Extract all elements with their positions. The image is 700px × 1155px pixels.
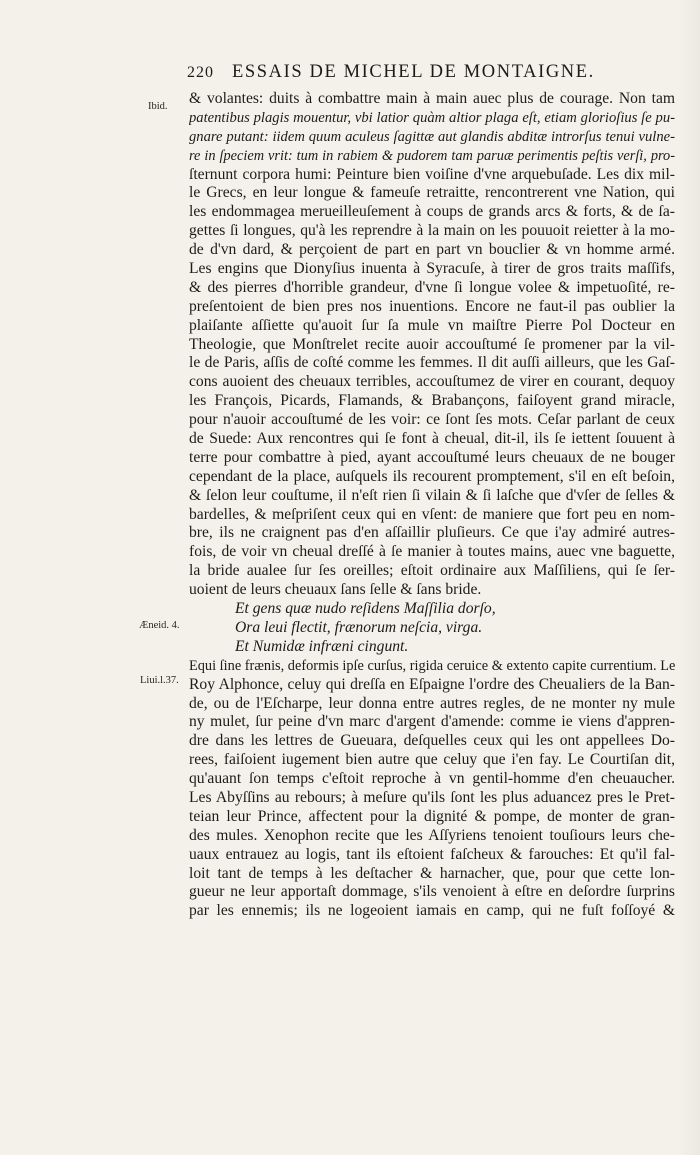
text-line: cependant de la place, auſquels ils recourent promptement, s'il en eſt beſoin, (189, 467, 675, 485)
text-line: pour n'auoir accouſtumé de les voir: ce ſont ſes mots. Ceſar parlant de ceux (189, 411, 675, 429)
text-line: teian leur Prince, affectent pour la dignité & pompe, de monter de gran- (189, 807, 675, 825)
text-line: terre pour combattre à pied, ayant accouſtumé leurs cheuaux de ne bouger (189, 448, 675, 466)
text-line: les François, Picards, Flamands, & Brabançons, faiſoyent grand miracle, (189, 392, 675, 410)
paragraph-horses-missiles (189, 90, 675, 600)
text-line: de d'vn dard, & perçoient de part en part vn bouclier & vn homme armé. (189, 241, 675, 259)
text-line: uaux entrauez au logis, tant ils eſtoient faſcheux & farouches: Et qu'il fal- (189, 845, 675, 863)
page-gutter-shadow (678, 0, 700, 1155)
text-line: & des pierres d'horrible grandeur, d'vne ſi longue volee & impetuoſité, re- (189, 278, 675, 296)
text-line: qu'auant ſon temps c'eſtoit reproche à vn gentil-homme d'en cheuaucher. (189, 770, 675, 788)
text-line: fois, de voir vn cheual dreſſé à ſe manier à toutes mains, auec vne baguette, (189, 543, 675, 561)
text-line: Les engins que Dionyſius inuenta à Syracuſe, à tirer de gros traits maſſifs, (189, 260, 675, 278)
text-line: Theologie, que Monſtrelet recite auoir accouſtumé ſe promener par la vil- (189, 335, 675, 353)
text-line: & ſelon leur couſtume, il n'eſt rien ſi vilain & ſi laſche que d'vſer de ſelles & (189, 486, 675, 504)
text-line: de, ou de l'Eſcharpe, leur donna entre autres regles, de ne monter ny mule (189, 694, 675, 712)
text-line: des mules. Xenophon recite que les Aſſyriens tenoient touſiours leurs che- (189, 826, 675, 844)
text-line: Roy Alphonce, celuy qui dreſſa en Eſpaigne l'ordre des Cheualiers de la Ban- (189, 675, 675, 693)
body-text (189, 90, 675, 921)
text-line: rees, faiſoient iugement bien autre que celuy que i'en fay. Le Courtiſan dit, (189, 751, 675, 769)
text-line: gueur ne leur apportaſt dommage, s'ils venoient à eſtre en deſordre ſurprins (189, 883, 675, 901)
text-line: bre, ils ne craignent pas d'en aſſaillir pluſieurs. Ce que i'ay admiré autres- (189, 524, 675, 542)
text-line: dre dans les lettres de Gueuara, deſquelles ceux qui les ont appellees Do- (189, 732, 675, 750)
text-line: re in ſpeciem vrit: tum in rabiem & pudorem tam paruæ perimentis peſtis verſi, pro- (189, 147, 675, 164)
verse-quotation (189, 600, 675, 657)
margin-note-ibid: Ibid. (148, 101, 168, 112)
margin-note-livy: Liui.l.37. (140, 675, 179, 686)
text-line: la bride aualee ſur ſes oreilles; eſtoit ordinaire aux Maſſiliens, qui ſe ſer- (189, 562, 675, 580)
text-line: patentibus plagis mouentur, vbi latior quàm altior plaga eſt, etiam glorioſius ſe pu- (189, 109, 675, 126)
text-line: les endommagea merueilleuſement à coups de grands arcs & forts, & de ſa- (189, 203, 675, 221)
verse-line: Et gens quæ nudo reſidens Maſſilia dorſo, (235, 600, 496, 618)
text-line: le Grecs, en leur longue & fameuſe retraitte, rencontrerent vne Nation, qui (189, 184, 675, 202)
text-line: par les ennemis; ils ne logeoient iamais en camp, qui ne fuſt foſſoyé & (189, 902, 675, 920)
text-line: de Suede: Aux rencontres qui ſe font à cheual, dit-il, ils ſe iettent ſouuent à (189, 430, 675, 448)
page-header (187, 62, 632, 83)
text-line: gnare putant: iidem quum aculeus ſagittæ aut glandis abditæ introrſus tenui vulne- (189, 128, 675, 145)
text-line: preſentoient de bien pres nos inuentions. Encore ne faut-il pas oublier la (189, 297, 675, 315)
text-line: bardelles, & meſpriſent ceux qui en vſent: de maniere que fort peu en nom- (189, 505, 675, 523)
page-number: 220 (187, 64, 214, 81)
text-line: plaiſante aſſiette qu'auoit ſur ſa mule vn maiſtre Pierre Pol Docteur en (189, 316, 675, 334)
text-line: gettes ſi longues, qu'à les reprendre à la main on les pouuoit reietter à la mo- (189, 222, 675, 240)
text-line: & volantes: duits à combattre main à main auec plus de courage. Non tam (189, 90, 675, 107)
text-line: Les Abyſſins au rebours; à meſure qu'ils ſont les plus aduancez pres le Pret- (189, 788, 675, 806)
text-line: ny mulet, ſur peine d'vn marc d'argent d'amende: comme ie viens d'appren- (189, 713, 675, 731)
text-line: cons auoient des cheuaux terribles, accouſtumez de virer en courant, dequoy (189, 373, 675, 391)
text-line: uoient de leurs cheuaux ſans ſelle & ſans bride. (189, 581, 482, 599)
margin-note-aeneid: Æneid. 4. (139, 620, 180, 631)
text-line: Equi ſine frænis, deformis ipſe curſus, rigida ceruice & extento capite currentium. Le (189, 657, 675, 674)
text-line: le de Paris, aſſis de coſté comme les femmes. Il dit auſſi ailleurs, que les Gaſ- (189, 354, 675, 372)
running-title: ESSAIS DE MICHEL DE MONTAIGNE. (232, 62, 595, 82)
verse-line: Ora leui flectit, frænorum neſcia, virga. (235, 618, 483, 636)
paragraph-mules (189, 657, 675, 921)
verse-line: Et Numidæ infræni cingunt. (235, 637, 409, 655)
text-line: ſternunt corpora humi: Peinture bien voiſine d'vne arquebuſade. Les dix mil- (189, 165, 675, 183)
text-line: loit tant de temps à les deſtacher & harnacher, que, pour que cette lon- (189, 864, 675, 882)
